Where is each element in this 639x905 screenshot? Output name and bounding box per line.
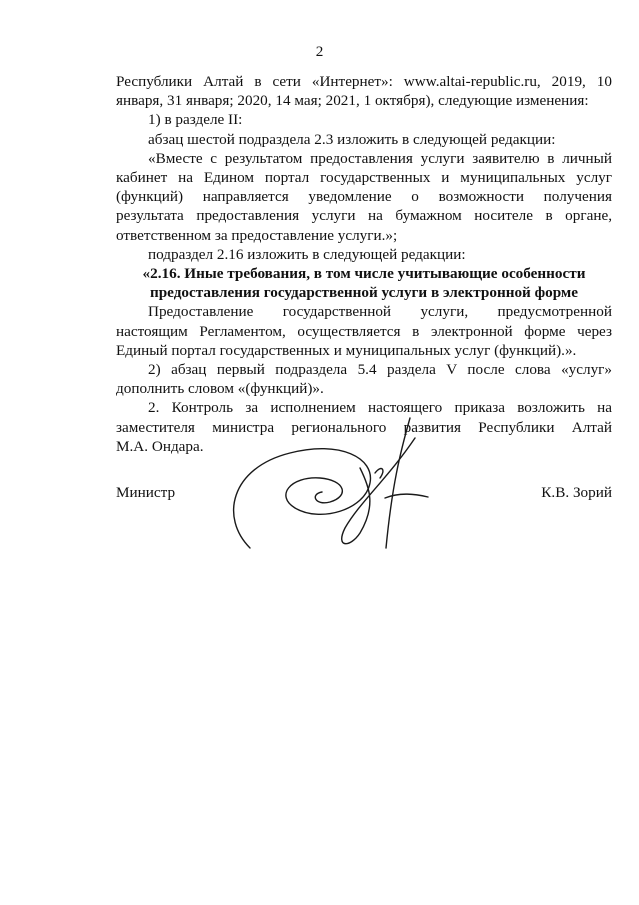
text-line: «Вместе с результатом предоставления услуги заявителю в личный	[148, 149, 612, 167]
page-number: 2	[315, 43, 324, 60]
text-line: 2. Контроль за исполнением настоящего приказа возложить на	[148, 399, 612, 417]
text-line: ответственном за предоставление услуги.»;	[116, 226, 398, 244]
signatory-name: К.В. Зорий	[541, 484, 612, 501]
text-line: Республики Алтай в сети «Интернет»: www.altai-republic.ru, 2019, 10	[116, 73, 612, 90]
text-line: подраздел 2.16 изложить в следующей редакции:	[148, 245, 466, 263]
text-line: (функций) направляется уведомление о возможности получения	[116, 188, 612, 206]
text-line: Единый портал государственных и муниципальных услуг (функций).».	[116, 341, 577, 359]
text-line: января, 31 января; 2020, 14 мая; 2021, 1 октября), следующие изменения:	[116, 92, 589, 110]
text-line: Предоставление государственной услуги, предусмотренной	[148, 303, 612, 321]
text-line: заместителя министра регионального развития Республики Алтай	[116, 418, 612, 436]
text-line: настоящим Регламентом, осуществляется в электронной форме через	[116, 322, 612, 340]
text-line: результата предоставления услуги на бумажном носителе в органе,	[116, 207, 612, 225]
signatory-position: Министр	[116, 484, 176, 501]
text-line: кабинет на Едином портал государственных и муниципальных услуг	[116, 169, 612, 187]
section-heading: «2.16. Иные требования, в том числе учитывающие особенности	[142, 265, 586, 283]
text-line: дополнить словом «(функций)».	[116, 380, 324, 398]
text-line: абзац шестой подраздела 2.3 изложить в следующей редакции:	[148, 130, 556, 148]
text-line: 2) абзац первый подраздела 5.4 раздела V после слова «услуг»	[148, 361, 612, 379]
section-heading: предоставления государственной услуги в электронной форме	[149, 284, 579, 302]
signature-block	[116, 483, 612, 505]
text-line: М.А. Ондара.	[116, 437, 204, 455]
text-line: 1) в разделе II:	[148, 111, 243, 129]
